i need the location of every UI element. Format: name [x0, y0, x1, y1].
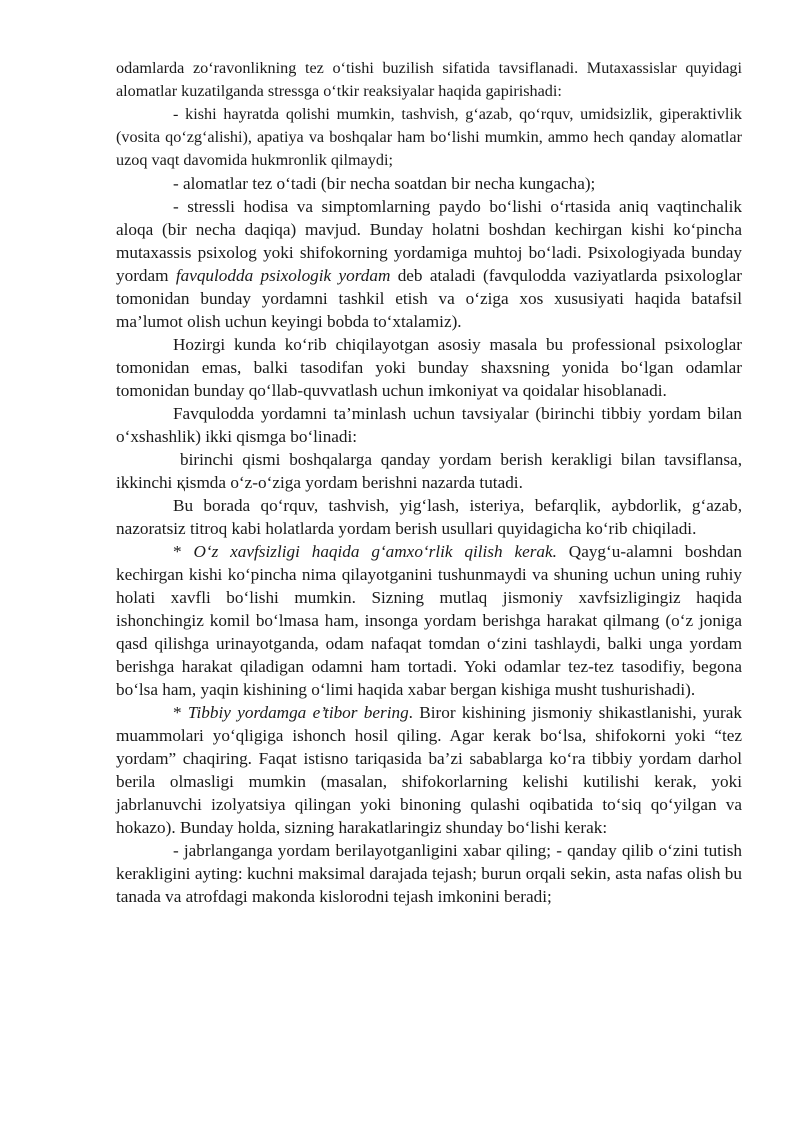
paragraph-6: Favqulodda yordamni ta’minlash uchun tavsiyalar (birinchi tibbiy yordam bilan o‘xshashlik) ikki qismga bo‘linadi: — [116, 404, 742, 446]
paragraph-10-emphasis: Tibbiy yordamga e’tibor bering — [187, 703, 409, 722]
paragraph-4-pre: - stressli hodisa va simptomlarning paydo bo‘lishi o‘rtasida aniq vaqtinchalik aloqa (bir necha daqiqa) mavjud. Bunday holatni boshdan kechirgan kishi ko‘pincha mutaxassis psixolog yoki shifokorning yordamiga muhtoj bo‘ladi. Psixologiyada bunday yordam — [116, 197, 742, 285]
paragraph-1: odamlarda zo‘ravonlikning tez o‘tishi buzilish sifatida tavsiflanadi. Mutaxassislar quyidagi alomatlar kuzatilganda stressga o‘tkir reaksiyalar haqida gapirishadi: — [116, 59, 742, 100]
paragraph-8: Bu borada qo‘rquv, tashvish, yig‘lash, isteriya, befarqlik, aybdorlik, g‘azab, nazoratsiz titroq kabi holatlarda yordam berish usullari quyidagicha ko‘rib chiqiladi. — [116, 496, 742, 538]
paragraph-10 — [116, 701, 742, 839]
document-page — [116, 57, 742, 908]
paragraph-5: Hozirgi kunda ko‘rib chiqilayotgan asosiy masala bu professional psixologlar tomonidan emas, balki tasodifan yoki bunday shaxsning yonida bo‘lgan odamlar tomonidan bunday qo‘llab-quvvatlash uchun imkoniyat va qoidalar hisoblanadi. — [116, 335, 742, 400]
paragraph-3: - alomatlar tez o‘tadi (bir necha soatdan bir necha kungacha); — [173, 174, 596, 193]
paragraph-4-emphasis: favqulodda psixologik yordam — [175, 266, 391, 285]
paragraph-4 — [116, 195, 742, 333]
paragraph-2: - kishi hayratda qolishi mumkin, tashvish, g‘azab, qo‘rquv, umidsizlik, giperaktivlik (vosita qo‘zg‘alishi), apatiya va boshqalar ham bo‘lishi mumkin, ammo hech qanday alomatlar uzoq vaqt davomida hukmronlik qilmaydi; — [116, 105, 742, 169]
paragraph-9 — [116, 540, 742, 701]
paragraph-10-post: . Biror kishining jismoniy shikastlanishi, yurak muammolari yo‘qligiga ishonch hosil qiling. Agar kerak bo‘lsa, shifokorni yoki “tez yordam” chaqiring. Faqat istisno tariqasida ba’zi sabablarga ko‘ra tibbiy yordam darhol berila olmasligi mumkin (masalan, shifokorlarning kelishi kutilishi kerak, yoki jabrlanuvchi izolyatsiya qilingan yoki binoning qulashi oqibatida to‘siq qo‘yilgan va hokazo). Bunday holda, sizning harakatlaringiz shunday bo‘lishi kerak: — [116, 703, 742, 837]
paragraph-7: birinchi qismi boshqalarga qanday yordam berish kerakligi bilan tavsiflansa, ikkinchi қismda o‘z-o‘ziga yordam berishni nazarda tutadi. — [116, 450, 742, 492]
paragraph-9-post: Qayg‘u-alamni boshdan kechirgan kishi ko‘pincha nima qilayotganini tushunmaydi va shuning uchun uning ruhiy holati xavfli bo‘lishi mumkin. Sizning mutlaq jismoniy xavfsizligingiz haqida ishonchingiz komil bo‘lmasa ham, insonga yordam berishga harakat qilmang (o‘z joniga qasd qilishga urinayotganda, odam nafaqat tomdan o‘zini tashlaydi, balki unga yordam berishga harakat qiladigan odamni ham tortadi. Yoki odamlar tez-tez tasodifiy, begona bo‘lsa ham, yaqin kishining o‘limi haqida xabar bergan kishiga musht tushurishadi). — [116, 542, 742, 699]
paragraph-11: - jabrlanganga yordam berilayotganligini xabar qiling; - qanday qilib o‘zini tutish kerakligini ayting: kuchni maksimal darajada tejash; burun orqali sekin, asta nafas olish bu tanada va atrofdagi makonda kislorodni tejash imkonini beradi; — [116, 841, 742, 906]
paragraph-4-post: deb ataladi (favqulodda vaziyatlarda psixologlar tomonidan bunday yordamni tashkil etish va o‘ziga xos xususiyati haqida batafsil ma’lumot olish uchun keyingi bobda to‘xtalamiz). — [116, 266, 742, 331]
paragraph-10-pre: * — [173, 703, 188, 722]
paragraph-9-pre: * — [173, 542, 194, 561]
paragraph-9-emphasis: O‘z xavfsizligi haqida g‘amxo‘rlik qilish kerak. — [193, 542, 557, 561]
